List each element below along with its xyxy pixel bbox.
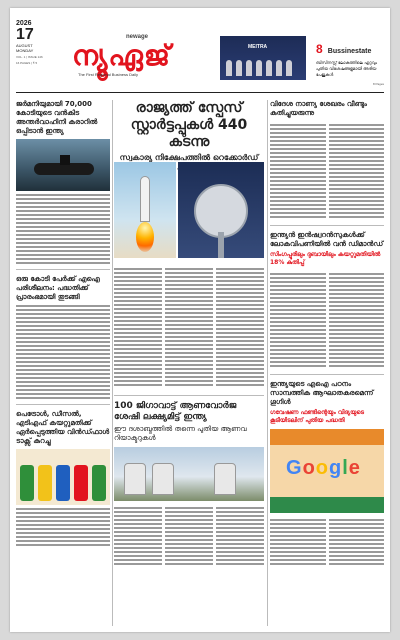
logo-subtitle: The First Regional Business Daily xyxy=(78,72,139,77)
nozzle xyxy=(92,465,106,501)
ad-brand: MEITRA xyxy=(248,44,268,50)
divider xyxy=(114,395,264,396)
dish-post xyxy=(218,232,224,258)
divider xyxy=(16,269,110,270)
ad-person xyxy=(276,60,282,76)
column-divider xyxy=(267,100,268,626)
google-letter: o xyxy=(302,457,316,479)
subheadline-nuclear: ഈ ദശാബ്ദത്തിൽ തന്നെ പുതിയ ആണവ റിയാക്ടറുകൾ xyxy=(114,425,247,442)
headline-windfall-tax: പെട്രോൾ, ഡീസൽ, എ‌ടിഎഫ് കയറ്റുമതിക്ക് ഏർപ്പെടുത്തിയ വിൻഡ്ഫാൾ ടാക്സ് കുറച്ചു xyxy=(16,410,110,445)
submarine-tower xyxy=(60,155,70,165)
google-letter: o xyxy=(315,457,329,479)
column-divider xyxy=(112,100,113,626)
divider xyxy=(270,225,384,226)
logo-tagline: newage xyxy=(126,34,149,40)
article-body xyxy=(16,305,110,399)
article-body xyxy=(16,194,110,264)
ad-person xyxy=(286,60,292,76)
ad-person xyxy=(266,60,272,76)
lead-headline: രാജ്യത്ത് സ്പേസ് സ്റ്റാർട്ടപ്പുകൾ 440 കടന്നു xyxy=(130,100,248,150)
satellite-dish-photo xyxy=(178,162,264,258)
date-block xyxy=(16,20,44,65)
lead-story xyxy=(114,100,264,390)
masthead-rule xyxy=(16,92,384,93)
newspaper-page xyxy=(10,8,390,632)
page-marker: 8 Pages xyxy=(372,82,384,86)
divider xyxy=(270,374,384,375)
subheadline-google-ai: ഗവേഷണ ഫണ്ടിന്റെയും വിദ്യയുടെ കൂടിയിടലിന് പുതിയ പദ്ധതി xyxy=(270,409,365,424)
headline-nuclear: 100 ജിഗാവാട്ട് ആണവോർജ ശേഷി ലക്ഷ്യമിട്ട് ഇന്ത്യ xyxy=(114,401,237,422)
article xyxy=(16,410,110,546)
date-day: 17 xyxy=(16,26,34,43)
google-letter: g xyxy=(329,457,343,479)
nozzle xyxy=(74,465,88,501)
nozzle xyxy=(38,465,52,501)
price-info: 16 PAGES | ₹ 5 xyxy=(16,61,38,65)
masthead xyxy=(10,8,390,90)
article-body xyxy=(270,121,384,220)
photo-band xyxy=(270,497,384,513)
article-body xyxy=(114,504,264,567)
cooling-tower xyxy=(214,463,236,495)
rocket-launch-photo xyxy=(114,162,176,258)
article xyxy=(270,231,384,369)
article xyxy=(270,380,384,567)
google-letter: G xyxy=(286,457,303,479)
lead-body xyxy=(114,265,264,388)
cooling-tower xyxy=(152,463,174,495)
promo-number: 8 xyxy=(316,42,323,56)
subheadline-insurance: സിംഗപ്പൂരിലും ദുബായിലും കയറ്റുമതിയിൽ 18% കുതിപ്പ് xyxy=(270,251,381,266)
lead-subheadline: സ്വകാര്യ നിക്ഷേപത്തിൽ റെക്കോർഡ് xyxy=(119,153,259,162)
submarine-photo xyxy=(16,139,110,191)
masthead-ad-photo xyxy=(220,36,306,80)
left-column xyxy=(16,100,110,548)
promo-brand: Bussinestate xyxy=(327,48,372,55)
nozzle xyxy=(20,465,34,501)
headline-insurance: ഇന്ത്യൻ ഇൻഷ്വറൻസുകൾക്ക് ലോകവിപണിയിൽ വൻ ഡിമാൻഡ് xyxy=(270,231,384,248)
ad-person xyxy=(246,60,252,76)
volume-info: VOL. 1 | ISSUE 146 xyxy=(16,55,43,59)
headline-submarine: ജർമനിയുമായി 70,000 കോടിയുടെ വൻകിട അന്തർവാഹിനി കരാറിൽ ഒപ്പിടാൻ ഇന്ത്യ xyxy=(16,100,98,135)
google-logo-photo xyxy=(270,429,384,513)
article xyxy=(16,100,110,264)
rocket-flame xyxy=(136,222,154,252)
fuel-nozzles-photo xyxy=(16,449,110,505)
article xyxy=(114,401,264,567)
promo-box xyxy=(316,38,388,78)
headline-ai-training: ഒരു കോടി പേർക്ക് എഐ പരിശീലനം: പദ്ധതിക്ക് പ്രാരംഭമായി തുടങ്ങി xyxy=(16,275,100,301)
ad-person xyxy=(226,60,232,76)
nozzle xyxy=(56,465,70,501)
rocket-body xyxy=(140,176,150,222)
article-body xyxy=(270,516,384,567)
logo-name: ന്യൂഏജ് xyxy=(72,39,171,72)
headline-google-ai: ഇന്ത്യയുടെ എഐ പഠനം സാമ്പത്തിക ആഘാതകരമെന്ന് ഗൂഗിൾ xyxy=(270,380,374,406)
article-body xyxy=(16,508,110,546)
date-month: AUGUST xyxy=(16,43,33,48)
ad-person xyxy=(236,60,242,76)
article-body xyxy=(270,270,384,369)
photo-band xyxy=(270,429,384,445)
date-year: 2026 xyxy=(16,20,32,27)
date-weekday: MONDAY xyxy=(16,48,34,53)
middle-column xyxy=(114,100,264,567)
article xyxy=(270,100,384,220)
cooling-tower xyxy=(124,463,146,495)
google-logo xyxy=(286,457,361,480)
google-letter: e xyxy=(348,457,361,479)
google-letter: l xyxy=(342,457,349,479)
article xyxy=(16,275,110,399)
nuclear-plant-photo xyxy=(114,447,264,501)
divider xyxy=(16,404,110,405)
ad-person xyxy=(256,60,262,76)
dish xyxy=(194,184,248,238)
promo-text: ബിസിനസ്സ് ലോകത്തിലെ ഏറ്റവും പുതിയ വിശേഷങ്ങളുമായി അരിയ പേജുകൾ xyxy=(316,60,377,77)
right-column xyxy=(270,100,384,567)
headline-forex: വിദേശ നാണ്യ ശേഖരം വീണ്ടും കുതിച്ചുയരുന്നു xyxy=(270,100,367,117)
